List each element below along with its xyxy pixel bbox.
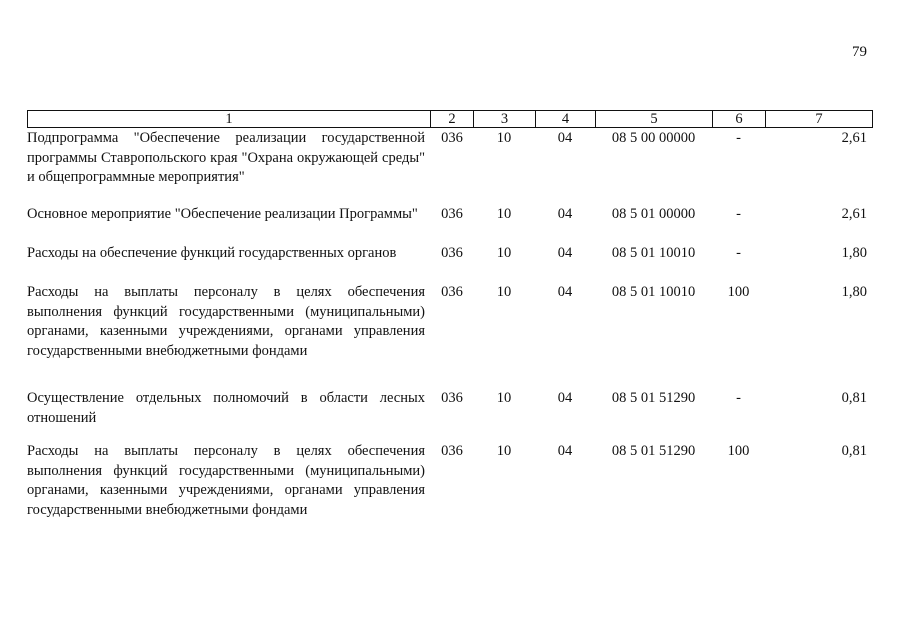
row-c3: 10 [496, 245, 512, 261]
row-c4: 04 [557, 130, 573, 146]
header-col-6: 6 [713, 111, 766, 128]
header-col-2: 2 [431, 111, 474, 128]
row-c6: - [736, 245, 741, 261]
row-c3: 10 [496, 206, 512, 222]
row-c7: 0,81 [841, 390, 867, 406]
row-c4: 04 [557, 443, 573, 459]
row-c5: 08 5 00 00000 [611, 130, 696, 146]
table-header [27, 110, 873, 128]
header-col-4: 4 [536, 111, 596, 128]
row-name: Расходы на выплаты персоналу в целях обеспечения выполнения функций государственными (муниципальными) органами, казенными учреждениями, органами управления государственными внебюджетными фондами [27, 284, 425, 359]
header-col-5: 5 [596, 111, 713, 128]
row-c7: 2,61 [841, 206, 867, 222]
row-name: Подпрограмма "Обеспечение реализации государственной программы Ставропольского края "Охрана окружающей среды" и общепрограммные мероприятия" [27, 130, 425, 185]
row-c7: 1,80 [841, 284, 867, 300]
row-c2: 036 [441, 206, 463, 222]
row-c6: - [736, 390, 741, 406]
row-c6: 100 [727, 284, 750, 300]
row-c4: 04 [557, 206, 573, 222]
row-c5: 08 5 01 51290 [611, 390, 696, 406]
row-c2: 036 [441, 130, 463, 146]
row-c3: 10 [496, 130, 512, 146]
row-c2: 036 [441, 443, 463, 459]
row-c5: 08 5 01 10010 [611, 245, 696, 261]
row-c7: 2,61 [841, 130, 867, 146]
row-c5: 08 5 01 51290 [611, 443, 696, 459]
row-c5: 08 5 01 00000 [611, 206, 696, 222]
row-name: Осуществление отдельных полномочий в области лесных отношений [27, 390, 425, 426]
row-c6: 100 [727, 443, 750, 459]
row-c5: 08 5 01 10010 [611, 284, 696, 300]
row-c7: 0,81 [841, 443, 867, 459]
row-c4: 04 [557, 390, 573, 406]
row-c3: 10 [496, 443, 512, 459]
header-col-1: 1 [28, 111, 431, 128]
header-col-7: 7 [766, 111, 873, 128]
row-c4: 04 [557, 284, 573, 300]
row-name: Основное мероприятие "Обеспечение реализации Программы" [27, 206, 418, 222]
header-col-3: 3 [474, 111, 536, 128]
page-number: 79 [852, 44, 867, 60]
row-c2: 036 [441, 245, 463, 261]
row-name: Расходы на обеспечение функций государственных органов [27, 245, 397, 261]
row-c7: 1,80 [841, 245, 867, 261]
row-name: Расходы на выплаты персоналу в целях обеспечения выполнения функций государственными (муниципальными) органами, казенными учреждениями, органами управления государственными внебюджетными фондами [27, 443, 425, 518]
row-c4: 04 [557, 245, 573, 261]
row-c6: - [736, 130, 741, 146]
row-c2: 036 [441, 284, 463, 300]
row-c6: - [736, 206, 741, 222]
row-c2: 036 [441, 390, 463, 406]
row-c3: 10 [496, 390, 512, 406]
row-c3: 10 [496, 284, 512, 300]
